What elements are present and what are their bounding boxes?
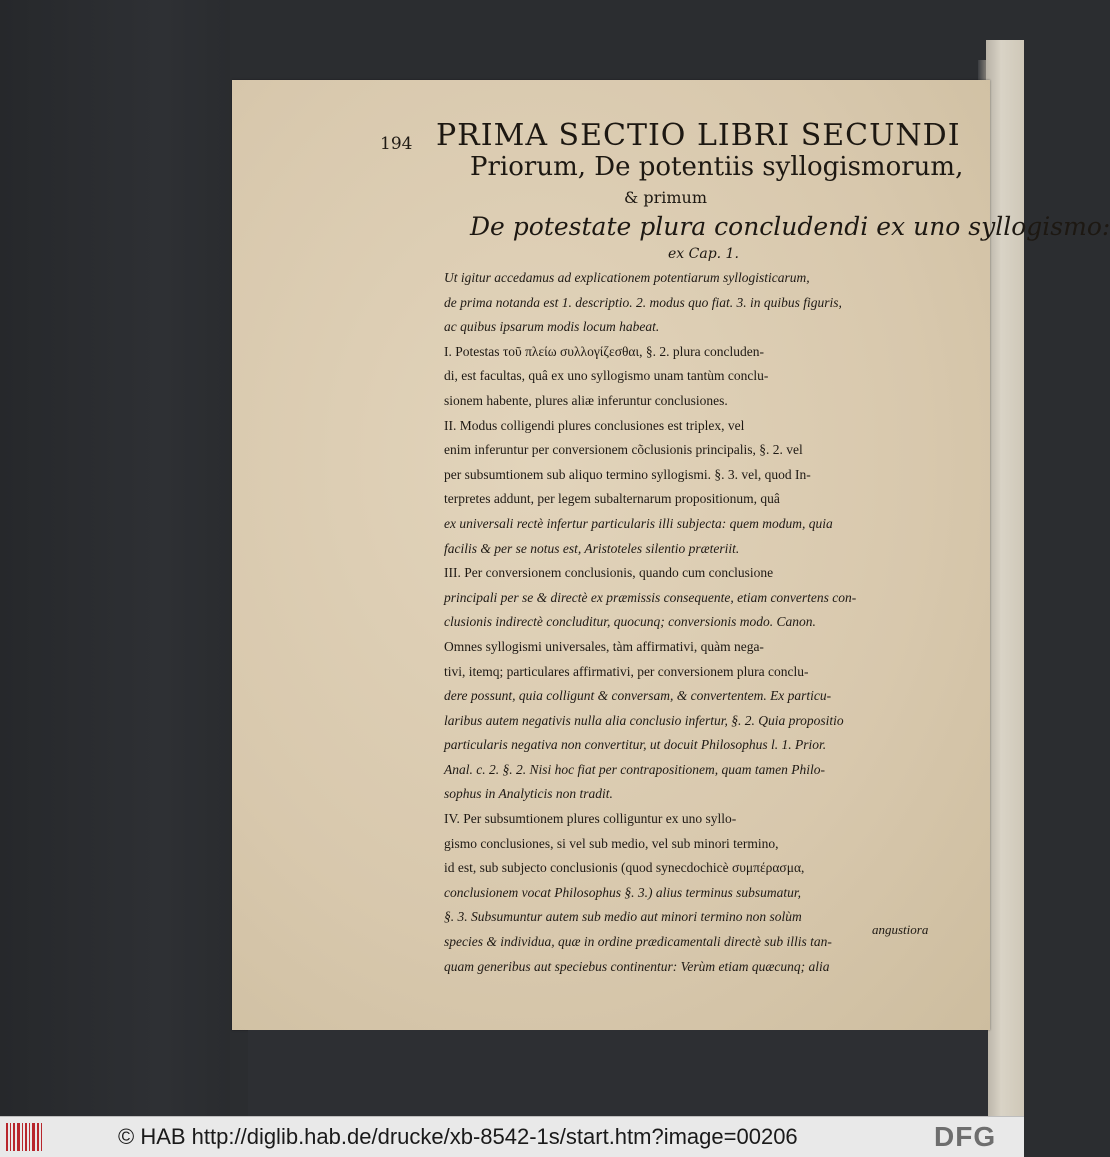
text-line: quam generibus aut speciebus continentur: Verùm etiam quæcunq; alia bbox=[444, 958, 830, 974]
text-line: §. 3. Subsumuntur autem sub medio aut minori termino non solùm bbox=[444, 909, 802, 925]
scan-background bbox=[0, 0, 230, 1116]
text-line: facilis & per se notus est, Aristoteles silentio præteriit. bbox=[444, 540, 740, 556]
text-line: I. Potestas τοῦ πλείω συλλογίζεσθαι, §. 2. plura concluden- bbox=[444, 343, 764, 359]
barcode-icon bbox=[6, 1123, 46, 1151]
text-line: IV. Per subsumtionem plures colliguntur ex uno syllo- bbox=[444, 811, 737, 827]
text-line: conclusionem vocat Philosophus §. 3.) alius terminus subsumatur, bbox=[444, 884, 801, 900]
page-number: 194 bbox=[380, 134, 413, 154]
text-line: enim inferuntur per conversionem cõclusionis principalis, §. 2. vel bbox=[444, 442, 803, 458]
text-line: terpretes addunt, per legem subalternarum propositionum, quâ bbox=[444, 491, 780, 507]
text-line: gismo conclusiones, si vel sub medio, vel sub minori termino, bbox=[444, 835, 779, 851]
body-text bbox=[444, 266, 960, 979]
text-line: tivi, itemq; particulares affirmativi, per conversionem plura conclu- bbox=[444, 663, 809, 679]
text-line: III. Per conversionem conclusionis, quando cum conclusione bbox=[444, 565, 774, 581]
facing-page-strip bbox=[986, 40, 1024, 1116]
viewer-footer bbox=[0, 1116, 1024, 1157]
text-line: ac quibus ipsarum modis locum habeat. bbox=[444, 319, 660, 335]
text-line: particularis negativa non convertitur, ut docuit Philosophus l. 1. Prior. bbox=[444, 737, 827, 753]
text-line: id est, sub subjecto conclusionis (quod synecdochicè συμπέρασμα, bbox=[444, 860, 805, 876]
chapter-reference: ex Cap. 1. bbox=[668, 246, 739, 262]
text-line: II. Modus colligendi plures conclusiones est triplex, vel bbox=[444, 417, 745, 433]
text-line: Anal. c. 2. §. 2. Nisi hoc fiat per contrapositionem, quam tamen Philo- bbox=[444, 761, 825, 777]
catchword: angustiora bbox=[872, 922, 929, 937]
text-line: Ut igitur accedamus ad explicationem potentiarum syllogisticarum, bbox=[444, 270, 810, 285]
section-heading: PRIMA SECTIO LIBRI SECUNDI bbox=[436, 118, 961, 153]
chapter-title: De potestate plura concludendi ex uno syllogismo: bbox=[470, 212, 1110, 241]
dfg-logo: DFG bbox=[934, 1121, 997, 1152]
section-subheading: Priorum, De potentiis syllogismorum, bbox=[470, 152, 964, 182]
text-line: Omnes syllogismi universales, tàm affirmativi, quàm nega- bbox=[444, 638, 764, 654]
text-line: di, est facultas, quâ ex uno syllogismo unam tantùm conclu- bbox=[444, 368, 769, 384]
text-line: clusionis indirectè concluditur, quocunq; conversionis modo. Canon. bbox=[444, 614, 816, 630]
text-line: laribus autem negativis nulla alia conclusio infertur, §. 2. Quia propositio bbox=[444, 712, 844, 728]
text-line: sionem habente, plures aliæ inferuntur conclusiones. bbox=[444, 392, 728, 408]
text-line: sophus in Analyticis non tradit. bbox=[444, 786, 613, 802]
text-line: per subsumtionem sub aliquo termino syllogismi. §. 3. vel, quod In- bbox=[444, 466, 811, 482]
section-subheading-small: & primum bbox=[624, 188, 707, 207]
text-line: principali per se & directè ex præmissis consequente, etiam convertens con- bbox=[444, 589, 857, 605]
text-line: dere possunt, quia colligunt & conversam, & convertentem. Ex particu- bbox=[444, 688, 832, 704]
text-line: de prima notanda est 1. descriptio. 2. modus quo fiat. 3. in quibus figuris, bbox=[444, 294, 842, 310]
text-line: species & individua, quæ in ordine prædicamentali directè sub illis tan- bbox=[444, 934, 832, 950]
scan-background-bottom bbox=[248, 1030, 988, 1116]
copyright-url[interactable]: © HAB http://diglib.hab.de/drucke/xb-8542-1s/start.htm?image=00206 bbox=[118, 1124, 798, 1149]
text-line: ex universali rectè infertur particularis illi subjecta: quem modum, quia bbox=[444, 515, 833, 531]
